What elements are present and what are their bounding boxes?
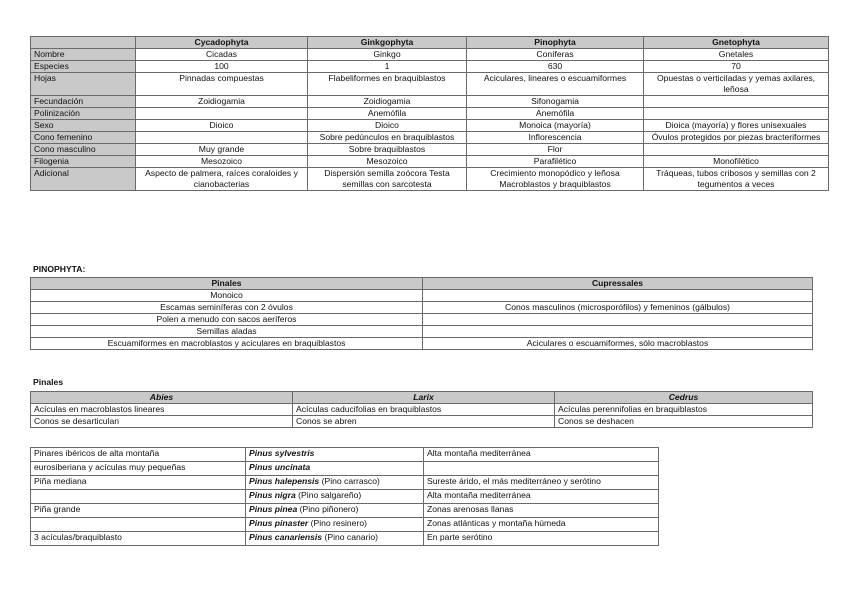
table-cell [644,144,829,156]
group-cell [31,490,246,504]
group-cell: eurosiberiana y acículas muy pequeñas [31,462,246,476]
table-cell: Anemófila [308,108,467,120]
table-row [31,120,829,132]
table-row [31,96,829,108]
table-row [31,61,829,73]
header-cedrus: Cedrus [555,392,813,404]
species-name: Pinus canariensis [249,532,323,542]
group-cell: 3 acículas/braquiblasto [31,532,246,546]
species-cell [246,448,424,462]
pinales-table [30,391,813,428]
table-cell: Cicadas [136,49,308,61]
table-cell: Zoidiogamia [136,96,308,108]
table-header-row [31,37,829,49]
table-cell: Escuamiformes en macroblastos y aciculares en braquiblastos [31,338,423,350]
habitat-cell [424,462,659,476]
table-cell: Escamas seminíferas con 2 óvulos [31,302,423,314]
table-cell: Aciculares o escuamiformes, sólo macroblastos [423,338,813,350]
table-cell: Mesozoico [136,156,308,168]
habitat-cell: Zonas atlánticas y montaña húmeda [424,518,659,532]
habitat-cell: Sureste árido, el más mediterráneo y serótino [424,476,659,490]
group-cell [31,518,246,532]
species-cell [246,518,424,532]
table-cell: Acículas caducifolias en braquiblastos [293,404,555,416]
table-row [31,490,659,504]
table-row [31,73,829,96]
table-row [31,302,813,314]
table-row [31,448,659,462]
table-cell: Tráqueas, tubos cribosos y semillas con 2 tegumentos a veces [644,168,829,191]
table-cell [644,108,829,120]
table-cell: Muy grande [136,144,308,156]
header-ginkgophyta: Ginkgophyta [308,37,467,49]
table-cell: Mesozoico [308,156,467,168]
species-name: Pinus pinaster [249,518,309,528]
table-cell: Opuestas o verticiladas y yemas axilares, leñosa [644,73,829,96]
species-cell [246,504,424,518]
table-cell: Anemófila [467,108,644,120]
pinophyta-table [30,277,813,350]
table-cell: Monoica (mayoría) [467,120,644,132]
table-row [31,462,659,476]
table-row [31,156,829,168]
table-cell: Aspecto de palmera, raíces coraloides y cianobacterias [136,168,308,191]
common-name: (Pino carrasco) [319,476,380,486]
table-row [31,314,813,326]
table-cell: Conos se deshacen [555,416,813,428]
table-cell: Parafilético [467,156,644,168]
table-cell [136,108,308,120]
table-cell: 630 [467,61,644,73]
phyla-comparison-table [30,36,829,191]
common-name: (Pino resinero) [308,518,367,528]
species-name: Pinus sylvestris [249,448,315,458]
table-cell: Sifonogamia [467,96,644,108]
species-name: Pinus pinea [249,504,298,514]
row-label: Fecundación [31,96,136,108]
table-row [31,132,829,144]
group-cell: Piña grande [31,504,246,518]
species-cell [246,476,424,490]
row-label: Filogenia [31,156,136,168]
table-cell: Dioico [308,120,467,132]
table-row [31,144,829,156]
table-cell: Dispersión semilla zoócora Testa semillas con sarcotesta [308,168,467,191]
common-name: (Pino salgareño) [295,490,362,500]
table-cell: Conos se desarticulan [31,416,293,428]
table-row [31,290,813,302]
table-cell: Flabeliformes en braquiblastos [308,73,467,96]
table-cell: Aciculares, lineares o escuamiformes [467,73,644,96]
table-cell: Conos masculinos (microsporófilos) y femeninos (gálbulos) [423,302,813,314]
header-abies: Abies [31,392,293,404]
table-cell [136,132,308,144]
table-row [31,416,813,428]
row-label: Polinización [31,108,136,120]
header-cycadophyta: Cycadophyta [136,37,308,49]
row-label: Sexo [31,120,136,132]
species-name: Pinus nigra [249,490,296,500]
table-cell: Ginkgo [308,49,467,61]
table-header-row [31,392,813,404]
table-row [31,326,813,338]
species-name: Pinus uncinata [249,462,311,472]
row-label: Hojas [31,73,136,96]
table-cell [423,326,813,338]
table-cell: Dioica (mayoría) y flores unisexuales [644,120,829,132]
table-cell: Sobre braquiblastos [308,144,467,156]
table-row [31,476,659,490]
pinophyta-heading: PINOPHYTA: [33,264,86,274]
pinus-species-table [30,447,659,546]
header-larix: Larix [293,392,555,404]
table-row [31,168,829,191]
table-cell: 1 [308,61,467,73]
corner-cell [31,37,136,49]
header-pinales: Pinales [31,278,423,290]
pinales-heading: Pinales [33,377,64,387]
row-label: Especies [31,61,136,73]
table-row [31,338,813,350]
table-row [31,518,659,532]
table-row [31,532,659,546]
table-row [31,108,829,120]
common-name: (Pino piñonero) [297,504,359,514]
table-cell: Crecimiento monopódico y leñosa Macroblastos y braquiblastos [467,168,644,191]
table-cell: Dioico [136,120,308,132]
table-cell [644,96,829,108]
table-cell: Monofilético [644,156,829,168]
header-pinophyta: Pinophyta [467,37,644,49]
header-cupressales: Cupressales [423,278,813,290]
common-name: (Pino canario) [322,532,378,542]
table-cell: 70 [644,61,829,73]
table-row [31,49,829,61]
table-row [31,404,813,416]
row-label: Cono femenino [31,132,136,144]
species-name: Pinus halepensis [249,476,320,486]
table-cell: Flor [467,144,644,156]
group-cell: Pinares ibéricos de alta montaña [31,448,246,462]
table-cell: Acículas en macroblastos lineares [31,404,293,416]
table-cell: Sobre pedúnculos en braquiblastos [308,132,467,144]
table-cell: Conos se abren [293,416,555,428]
species-cell [246,532,424,546]
row-label: Cono masculino [31,144,136,156]
table-cell: 100 [136,61,308,73]
table-cell: Acículas perennifolias en braquiblastos [555,404,813,416]
table-cell: Gnetales [644,49,829,61]
species-cell [246,462,424,476]
row-label: Adicional [31,168,136,191]
species-cell [246,490,424,504]
table-cell [423,314,813,326]
header-gnetophyta: Gnetophyta [644,37,829,49]
table-cell [423,290,813,302]
table-cell: Coníferas [467,49,644,61]
table-cell: Polen a menudo con sacos aeríferos [31,314,423,326]
habitat-cell: Zonas arenosas llanas [424,504,659,518]
table-cell: Zoidiogamia [308,96,467,108]
table-cell: Óvulos protegidos por piezas bracteriformes [644,132,829,144]
table-cell: Monoico [31,290,423,302]
habitat-cell: En parte serótino [424,532,659,546]
table-cell: Pinnadas compuestas [136,73,308,96]
habitat-cell: Alta montaña mediterránea [424,448,659,462]
table-cell: Inflorescencia [467,132,644,144]
group-cell: Piña mediana [31,476,246,490]
habitat-cell: Alta montaña mediterránea [424,490,659,504]
row-label: Nombre [31,49,136,61]
table-row [31,504,659,518]
table-header-row [31,278,813,290]
table-cell: Semillas aladas [31,326,423,338]
